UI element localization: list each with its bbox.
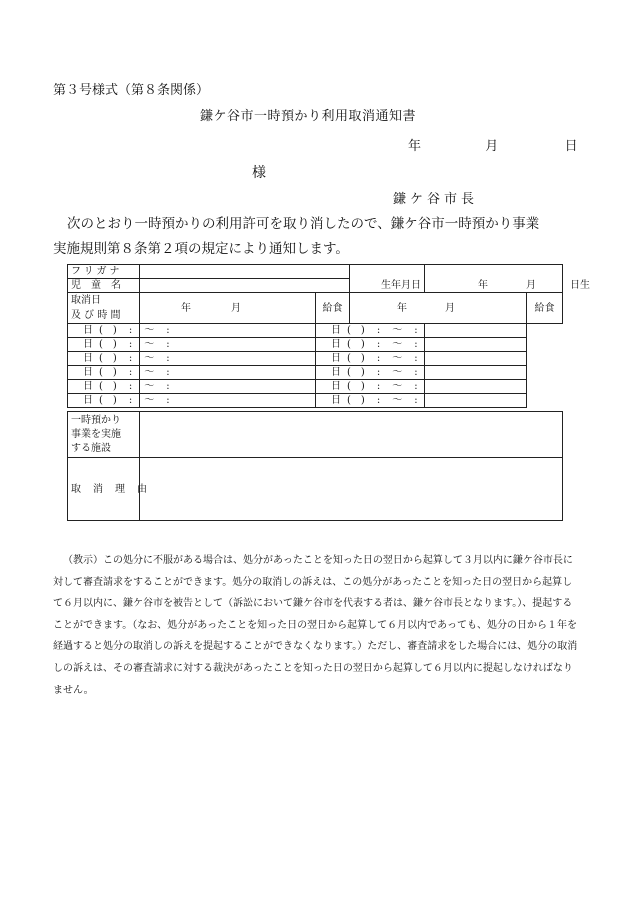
slot-tilde: 〜 — [144, 325, 155, 336]
slot-tilde: 〜 — [392, 381, 403, 392]
slot-colon-end: : — [166, 367, 170, 378]
slot-day: 日 — [331, 353, 341, 364]
facility-label-2: 事業を実施 — [71, 428, 121, 440]
slot-day: 日 — [331, 325, 341, 336]
date-day: 日 — [564, 139, 578, 154]
right-year-month-header: 年 月 — [350, 293, 527, 324]
slot-colon-start: : — [376, 339, 381, 350]
birth-day-suffix: 日生 — [570, 280, 590, 291]
cancel-slot-row — [68, 352, 563, 366]
right-meal-cell[interactable] — [425, 366, 527, 380]
slot-day: 日 — [83, 367, 93, 378]
slot-paren: ( ) — [347, 325, 365, 336]
date-month: 月 — [485, 139, 499, 154]
slot-tilde: 〜 — [144, 381, 155, 392]
slot-paren: ( ) — [347, 353, 365, 364]
slot-colon-end: : — [414, 325, 418, 336]
body-paragraph — [53, 212, 573, 262]
left-meal-header: 給食 — [316, 293, 350, 324]
slot-day: 日 — [331, 395, 341, 406]
issuer: 鎌ケ谷市長 — [393, 192, 479, 207]
slot-colon-end: : — [414, 353, 418, 364]
furigana-value[interactable] — [140, 265, 350, 279]
facility-label-3: する施設 — [71, 442, 111, 454]
facility-table — [67, 411, 563, 521]
appeal-notice: （教示）この処分に不服がある場合は、処分があったことを知った日の翌日から起算して３月以内に鎌ケ谷市長に対して審査請求をすることができます。処分の取消しの訴えは、この処分があったことを知った日の翌日から起算して６月以内に、鎌ケ谷市を被告として（訴訟において鎌ケ谷市を代表する者は、鎌ケ谷市長となります。）、提起することができます。（なお、処分があったことを知った日の翌日から起算して６月以内であっても、処分の日から１年を経過すると処分の取消しの訴えを提起することができなくなります。）ただし、審査請求をした場合には、処分の取消しの訴えは、その審査請求に対する裁決があったことを知った日の翌日から起算して６月以内に提起しなければなりません。 — [53, 555, 578, 696]
cancel-slot-row — [68, 394, 563, 408]
slot-paren: ( ) — [347, 395, 365, 406]
right-meal-header: 給食 — [527, 293, 563, 324]
slot-colon-start: : — [128, 367, 133, 378]
cancel-date-time-label — [68, 293, 140, 324]
right-meal-cell[interactable] — [425, 338, 527, 352]
birthdate-value[interactable] — [425, 265, 590, 293]
slot-paren: ( ) — [99, 339, 117, 350]
body-line-1: 次のとおり一時預かりの利用許可を取り消したので、鎌ケ谷市一時預かり事業 — [67, 216, 540, 232]
cancel-slot-row — [68, 338, 563, 352]
slot-day: 日 — [83, 339, 93, 350]
child-cancel-table — [67, 264, 590, 408]
birthdate-label: 生年月日 — [350, 265, 425, 293]
slot-paren: ( ) — [99, 353, 117, 364]
slot-tilde: 〜 — [144, 353, 155, 364]
right-slot[interactable] — [316, 352, 425, 366]
cancel-slot-row — [68, 380, 563, 394]
reason-label: 取 消 理 由 — [68, 458, 140, 521]
slot-colon-start: : — [376, 395, 381, 406]
cancel-slot-row — [68, 366, 563, 380]
addressee-suffix: 様 — [252, 165, 266, 181]
slot-paren: ( ) — [99, 367, 117, 378]
right-slot[interactable] — [316, 338, 425, 352]
slot-colon-end: : — [166, 353, 170, 364]
slot-colon-end: : — [166, 381, 170, 392]
slot-day: 日 — [331, 367, 341, 378]
slot-day: 日 — [83, 353, 93, 364]
slot-colon-end: : — [414, 395, 418, 406]
birth-year: 年 — [478, 280, 488, 291]
slot-colon-start: : — [376, 353, 381, 364]
slot-paren: ( ) — [347, 339, 365, 350]
slot-paren: ( ) — [347, 381, 365, 392]
facility-label — [68, 412, 140, 458]
slot-colon-start: : — [376, 367, 381, 378]
slot-colon-start: : — [128, 395, 133, 406]
left-slot[interactable] — [68, 324, 170, 338]
left-slot[interactable] — [68, 366, 170, 380]
slot-tilde: 〜 — [392, 395, 403, 406]
form-number: 第３号様式（第８条関係） — [53, 83, 210, 98]
slot-colon-end: : — [166, 395, 170, 406]
slot-colon-start: : — [128, 381, 133, 392]
furigana-label: フリガナ — [68, 265, 140, 279]
right-meal-cell[interactable] — [425, 352, 527, 366]
slot-paren: ( ) — [99, 381, 117, 392]
slot-colon-end: : — [414, 339, 418, 350]
slot-colon-end: : — [414, 381, 418, 392]
right-slot[interactable] — [316, 324, 425, 338]
facility-label-1: 一時預かり — [71, 414, 121, 426]
slot-tilde: 〜 — [144, 367, 155, 378]
slot-day: 日 — [331, 339, 341, 350]
slot-colon-end: : — [166, 325, 170, 336]
slot-paren: ( ) — [347, 367, 365, 378]
slot-tilde: 〜 — [144, 339, 155, 350]
body-line-2: 実施規則第８条第２項の規定により通知します。 — [53, 241, 349, 257]
slot-tilde: 〜 — [392, 353, 403, 364]
slot-colon-start: : — [128, 325, 133, 336]
reason-value[interactable] — [140, 458, 563, 521]
slot-tilde: 〜 — [392, 339, 403, 350]
cancel-label-1: 取消日 — [71, 295, 101, 306]
slot-tilde: 〜 — [392, 325, 403, 336]
slot-colon-end: : — [414, 367, 418, 378]
document-title: 鎌ケ谷市一時預かり利用取消通知書 — [200, 109, 417, 124]
child-name-value[interactable] — [140, 279, 350, 293]
left-slot[interactable] — [68, 380, 170, 394]
slot-day: 日 — [83, 381, 93, 392]
slot-colon-end: : — [166, 339, 170, 350]
slot-colon-start: : — [128, 353, 133, 364]
date-year: 年 — [408, 139, 422, 154]
left-slot[interactable] — [68, 394, 170, 408]
right-slot[interactable] — [316, 380, 425, 394]
slot-colon-start: : — [376, 381, 381, 392]
cancel-slot-row — [68, 324, 563, 338]
slot-tilde: 〜 — [392, 367, 403, 378]
birth-month: 月 — [526, 280, 536, 291]
right-slot[interactable] — [316, 366, 425, 380]
date-line — [408, 135, 578, 154]
right-slot[interactable] — [316, 394, 425, 408]
right-meal-cell[interactable] — [425, 380, 527, 394]
slot-day: 日 — [83, 395, 93, 406]
left-slot[interactable] — [68, 352, 170, 366]
slot-paren: ( ) — [99, 395, 117, 406]
left-slot[interactable] — [68, 338, 170, 352]
right-meal-cell[interactable] — [425, 324, 527, 338]
right-meal-cell[interactable] — [425, 394, 527, 408]
slot-day: 日 — [331, 381, 341, 392]
facility-value[interactable] — [140, 412, 563, 458]
slot-tilde: 〜 — [144, 395, 155, 406]
cancel-label-2: 及 び 時 間 — [71, 310, 121, 321]
left-year-month-header: 年 月 — [140, 293, 316, 324]
slot-paren: ( ) — [99, 325, 117, 336]
slot-day: 日 — [83, 325, 93, 336]
slot-colon-start: : — [376, 325, 381, 336]
child-name-label: 児 童 名 — [68, 279, 140, 293]
slot-colon-start: : — [128, 339, 133, 350]
